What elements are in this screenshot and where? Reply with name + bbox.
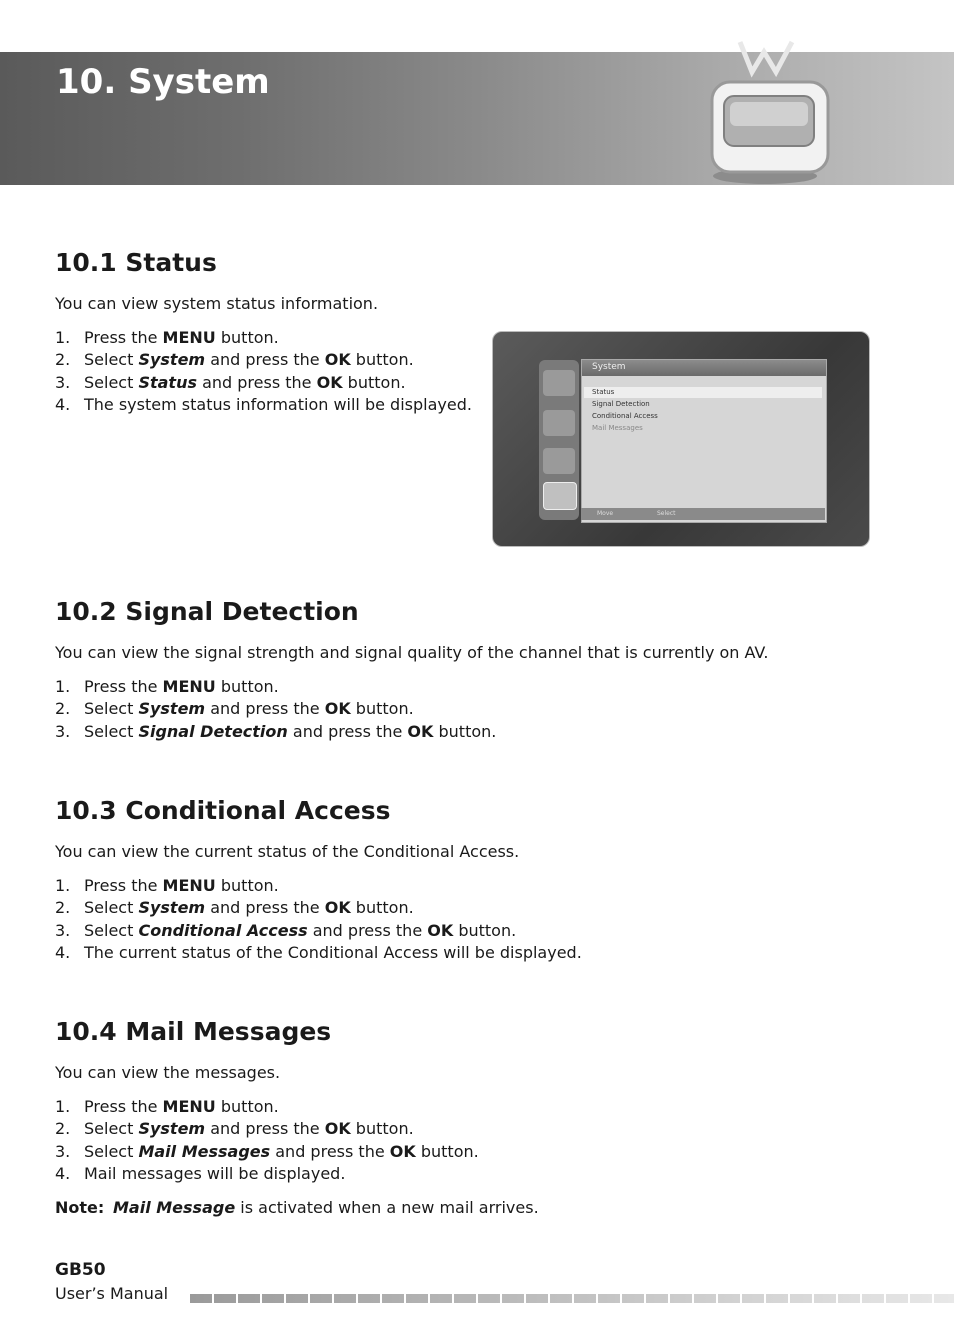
step-text: Press the bbox=[84, 328, 163, 347]
step-menu-term: System bbox=[138, 699, 206, 719]
step-menu-term: Conditional Access bbox=[138, 920, 308, 940]
step-button-name: OK bbox=[324, 1119, 351, 1139]
step-menu-term: Mail Messages bbox=[138, 1141, 271, 1161]
step-button-name: OK bbox=[316, 372, 343, 392]
step-number: 2. bbox=[55, 350, 71, 370]
step-text: Select bbox=[84, 372, 139, 392]
step-text: and press the bbox=[205, 898, 325, 918]
system-menu-title: System bbox=[592, 362, 626, 372]
step-text: Select bbox=[84, 721, 139, 741]
step-text: button. bbox=[350, 898, 414, 918]
section-heading-status: 10.1 Status bbox=[55, 248, 217, 277]
section-intro-conditional-access: You can view the current status of the Conditional Access. bbox=[55, 842, 520, 861]
step-item bbox=[55, 394, 472, 416]
step-number: 4. bbox=[55, 395, 71, 415]
section-intro-mail-messages: You can view the messages. bbox=[55, 1063, 281, 1082]
step-number: 4. bbox=[55, 943, 71, 963]
step-text: button. bbox=[415, 1141, 479, 1161]
step-number: 1. bbox=[55, 876, 71, 895]
note bbox=[55, 1198, 539, 1217]
step-item bbox=[55, 920, 582, 942]
menu-hint-bar bbox=[581, 508, 825, 520]
step-button-name: OK bbox=[324, 350, 351, 370]
step-item bbox=[55, 721, 496, 743]
steps-status bbox=[55, 327, 472, 417]
step-text: and press the bbox=[196, 372, 317, 392]
tv-list-icon bbox=[543, 410, 575, 436]
step-text: Select bbox=[84, 920, 139, 940]
settop-box-icon bbox=[543, 448, 575, 474]
step-item bbox=[55, 875, 582, 897]
step-text: Select bbox=[84, 699, 139, 719]
section-heading-mail-messages: 10.4 Mail Messages bbox=[55, 1017, 332, 1046]
step-text: Select bbox=[84, 898, 139, 918]
step-item bbox=[55, 1096, 479, 1118]
step-text: The system status information will be displayed. bbox=[84, 395, 472, 415]
globe-icon bbox=[543, 370, 575, 396]
step-number: 4. bbox=[55, 1164, 71, 1184]
step-text: and press the bbox=[205, 1119, 325, 1139]
step-button-name: OK bbox=[324, 699, 351, 719]
step-number: 1. bbox=[55, 1097, 71, 1116]
step-menu-term: MENU bbox=[162, 328, 216, 347]
step-menu-term: MENU bbox=[162, 1097, 216, 1116]
step-button-name: OK bbox=[427, 920, 454, 940]
menu-selection-highlight bbox=[584, 387, 822, 398]
hint-select: Select bbox=[657, 510, 676, 517]
step-text: Press the bbox=[84, 677, 163, 696]
step-text: button. bbox=[215, 876, 279, 895]
step-item bbox=[55, 1163, 479, 1185]
step-number: 2. bbox=[55, 898, 71, 918]
step-text: button. bbox=[350, 350, 414, 370]
step-button-name: OK bbox=[407, 721, 434, 741]
step-number: 1. bbox=[55, 328, 71, 347]
step-text: and press the bbox=[270, 1141, 390, 1161]
chapter-title: 10. System bbox=[56, 62, 270, 102]
step-item bbox=[55, 1141, 479, 1163]
step-item bbox=[55, 372, 472, 394]
step-number: 3. bbox=[55, 1141, 71, 1161]
system-menu-screenshot bbox=[492, 331, 870, 547]
step-text: and press the bbox=[307, 920, 428, 940]
footer-doc-title: User’s Manual bbox=[55, 1284, 169, 1303]
step-item bbox=[55, 676, 496, 698]
step-text: Press the bbox=[84, 876, 163, 895]
step-text: Mail messages will be displayed. bbox=[84, 1164, 346, 1184]
step-item bbox=[55, 327, 472, 349]
step-item bbox=[55, 942, 582, 964]
step-number: 2. bbox=[55, 1119, 71, 1139]
section-heading-conditional-access: 10.3 Conditional Access bbox=[55, 796, 391, 825]
step-menu-term: Status bbox=[138, 372, 197, 392]
step-number: 3. bbox=[55, 372, 71, 392]
step-text: button. bbox=[215, 677, 279, 696]
step-number: 2. bbox=[55, 699, 71, 719]
step-text: and press the bbox=[205, 699, 325, 719]
footer-gradient-bar bbox=[190, 1294, 954, 1303]
step-text: button. bbox=[350, 699, 414, 719]
tv-icon bbox=[700, 38, 840, 188]
step-menu-term: MENU bbox=[162, 677, 216, 696]
step-text: and press the bbox=[205, 350, 325, 370]
menu-item-mail-messages: Mail Messages bbox=[592, 424, 643, 432]
menu-item-conditional-access: Conditional Access bbox=[592, 412, 658, 420]
step-text: button. bbox=[215, 1097, 279, 1116]
step-menu-term: MENU bbox=[162, 876, 216, 895]
step-menu-term: Signal Detection bbox=[138, 721, 288, 741]
steps-mail-messages bbox=[55, 1096, 479, 1186]
section-intro-signal-detection: You can view the signal strength and signal quality of the channel that is currently on AV. bbox=[55, 643, 769, 662]
step-text: button. bbox=[433, 721, 497, 741]
step-menu-term: System bbox=[138, 898, 206, 918]
step-item bbox=[55, 897, 582, 919]
menu-item-status: Status bbox=[592, 388, 615, 396]
step-button-name: OK bbox=[324, 898, 351, 918]
note-text: is activated when a new mail arrives. bbox=[235, 1198, 539, 1217]
step-text: Press the bbox=[84, 1097, 163, 1116]
note-term: Mail Message bbox=[113, 1198, 236, 1217]
footer-model: GB50 bbox=[55, 1260, 106, 1280]
step-number: 3. bbox=[55, 920, 71, 940]
step-text: and press the bbox=[287, 721, 408, 741]
section-heading-signal-detection: 10.2 Signal Detection bbox=[55, 597, 359, 626]
step-menu-term: System bbox=[138, 1119, 206, 1139]
system-menu-panel bbox=[581, 359, 827, 523]
step-button-name: OK bbox=[389, 1141, 416, 1161]
section-intro-status: You can view system status information. bbox=[55, 294, 379, 313]
step-number: 3. bbox=[55, 721, 71, 741]
system-menu-header bbox=[582, 360, 826, 376]
step-text: Select bbox=[84, 1119, 139, 1139]
step-item bbox=[55, 349, 472, 371]
menu-item-signal-detection: Signal Detection bbox=[592, 400, 650, 408]
step-text: Select bbox=[84, 1141, 139, 1161]
step-item bbox=[55, 698, 496, 720]
step-item bbox=[55, 1118, 479, 1140]
steps-conditional-access bbox=[55, 875, 582, 965]
step-text: button. bbox=[342, 372, 406, 392]
step-text: button. bbox=[453, 920, 517, 940]
steps-signal-detection bbox=[55, 676, 496, 743]
step-number: 1. bbox=[55, 677, 71, 696]
hint-move: Move bbox=[597, 510, 614, 517]
step-text: Select bbox=[84, 350, 139, 370]
step-text: The current status of the Conditional Access will be displayed. bbox=[84, 943, 582, 963]
system-icon bbox=[543, 482, 577, 510]
step-text: button. bbox=[350, 1119, 414, 1139]
step-menu-term: System bbox=[138, 350, 206, 370]
step-text: button. bbox=[215, 328, 279, 347]
note-label: Note: bbox=[55, 1198, 105, 1217]
